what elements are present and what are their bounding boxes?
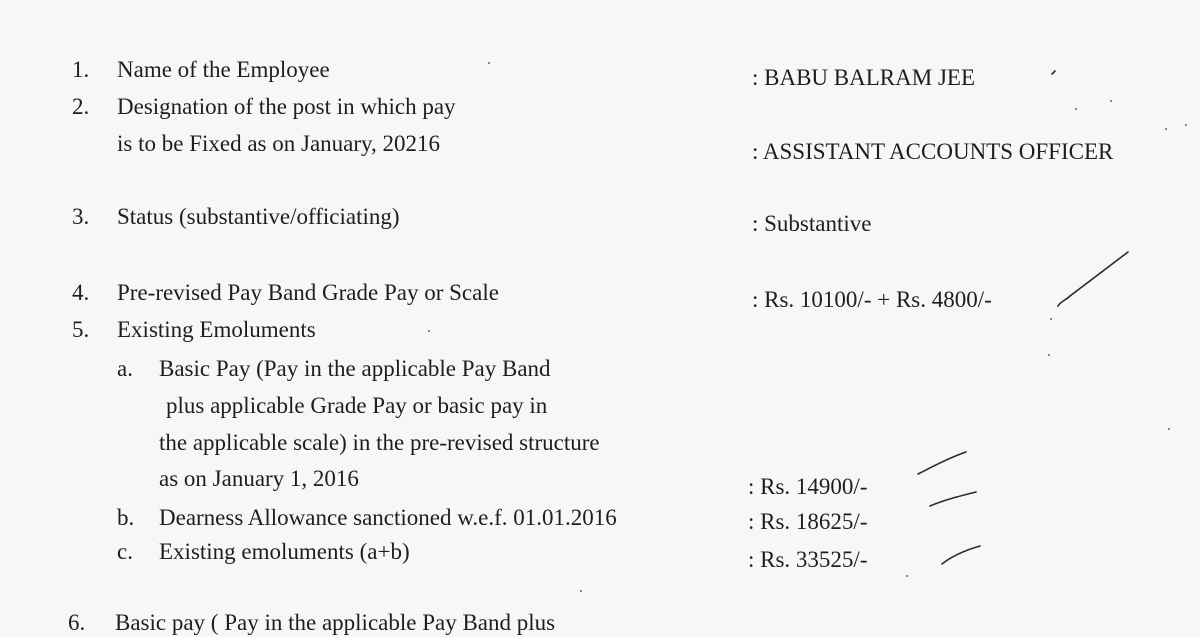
scan-speck — [580, 590, 582, 592]
scan-speck — [1075, 108, 1077, 110]
sub-a-value: : Rs. 14900/- — [748, 474, 868, 499]
scan-speck — [1048, 354, 1050, 356]
item-6-number: 6. — [68, 610, 86, 635]
scan-speck — [1168, 428, 1170, 430]
sub-c-letter: c. — [117, 539, 133, 564]
item-1-label: Name of the Employee — [117, 57, 330, 82]
sub-a-line2: plus applicable Grade Pay or basic pay in — [166, 393, 548, 418]
sub-a-letter: a. — [117, 356, 133, 381]
sub-b-label: Dearness Allowance sanctioned w.e.f. 01.01.2016 — [159, 505, 617, 530]
item-2-label-line1: Designation of the post in which pay — [117, 94, 456, 119]
tick-mark-sub-c — [942, 546, 980, 564]
sub-a-line3: the applicable scale) in the pre-revised structure — [159, 430, 600, 455]
tick-mark-item-4 — [1058, 252, 1128, 306]
scan-speck — [488, 62, 490, 64]
tick-mark-sub-a — [918, 452, 966, 474]
sub-b-value: : Rs. 18625/- — [748, 509, 868, 534]
item-6-label: Basic pay ( Pay in the applicable Pay Band plus — [115, 610, 556, 635]
item-5-label: Existing Emoluments — [117, 317, 316, 342]
item-5-number: 5. — [72, 317, 90, 342]
sub-c-label: Existing emoluments (a+b) — [159, 539, 410, 564]
sub-b-letter: b. — [117, 505, 135, 530]
item-2-value: : ASSISTANT ACCOUNTS OFFICER — [752, 139, 1114, 164]
item-2-label-line2: is to be Fixed as on January, 20216 — [117, 131, 441, 156]
scan-speck — [1110, 100, 1112, 102]
item-4-label: Pre-revised Pay Band Grade Pay or Scale — [117, 280, 499, 305]
sub-a-line4: as on January 1, 2016 — [159, 466, 359, 491]
tick-mark-sub-b — [930, 492, 976, 506]
sub-c-value: : Rs. 33525/- — [748, 547, 868, 572]
tick-mark-name — [1052, 71, 1055, 74]
item-1-value: : BABU BALRAM JEE — [752, 65, 975, 90]
sub-a-line1: Basic Pay (Pay in the applicable Pay Band — [159, 356, 551, 381]
scan-speck — [428, 330, 430, 332]
item-4-value: : Rs. 10100/- + Rs. 4800/- — [752, 287, 992, 312]
scan-speck — [1165, 128, 1167, 130]
scan-speck — [906, 575, 908, 577]
item-3-label: Status (substantive/officiating) — [117, 204, 400, 229]
item-3-value: : Substantive — [752, 211, 872, 236]
item-4-number: 4. — [72, 280, 90, 305]
item-1-number: 1. — [72, 57, 90, 82]
scan-speck — [1185, 124, 1187, 126]
item-2-number: 2. — [72, 94, 90, 119]
scan-speck — [1050, 318, 1052, 320]
item-3-number: 3. — [72, 204, 90, 229]
